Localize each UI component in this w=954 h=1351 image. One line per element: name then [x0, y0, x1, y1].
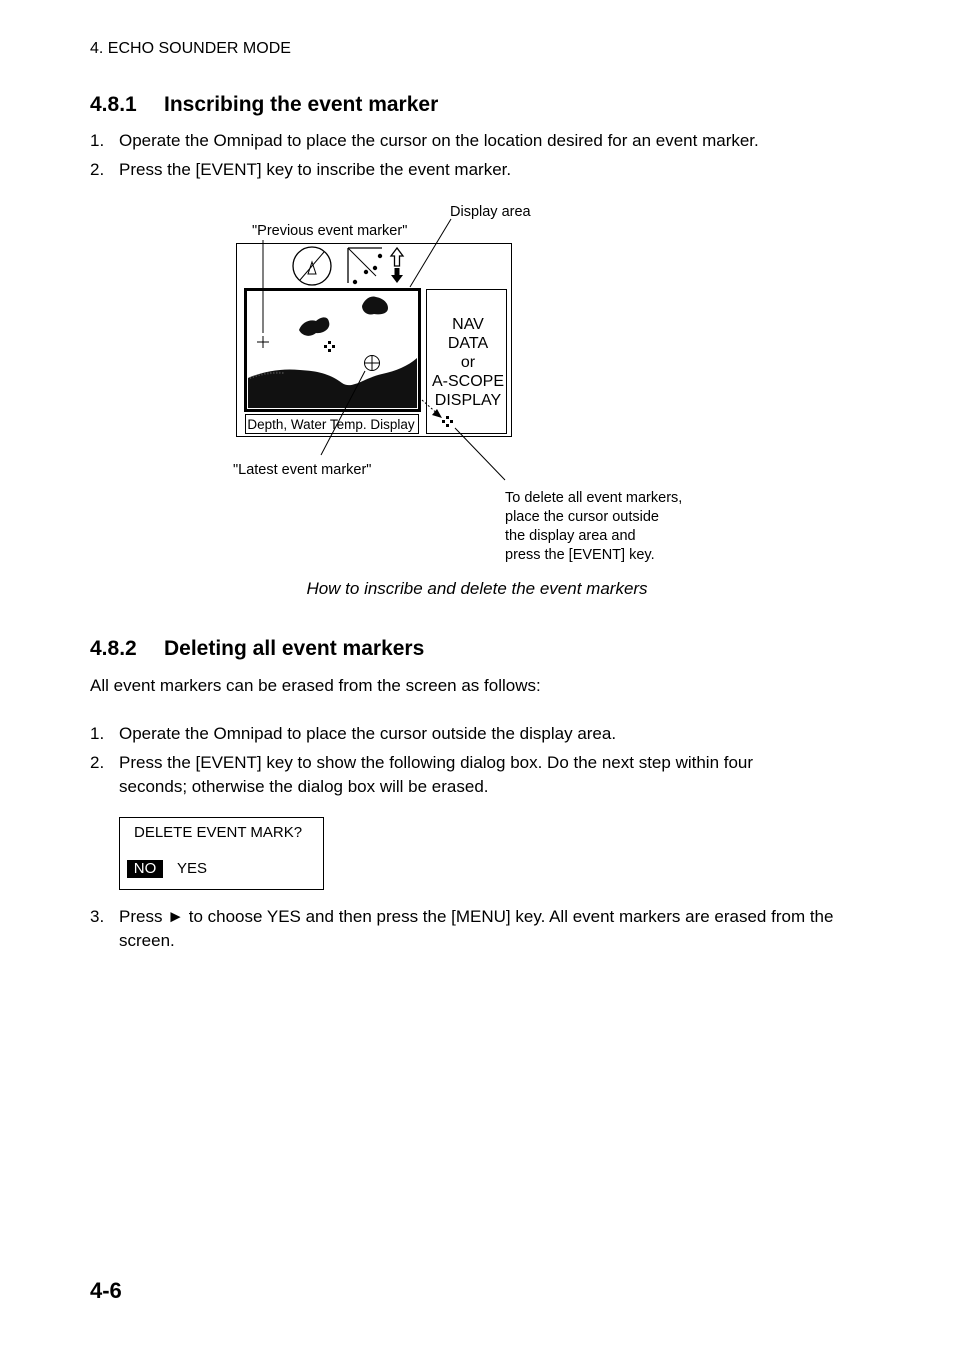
section-number: 4.8.1: [90, 93, 137, 116]
section-title: Deleting all event markers: [164, 637, 425, 660]
delete-note-line: press the [EVENT] key.: [505, 547, 655, 563]
ship-icon: [308, 262, 316, 274]
step-item: [90, 158, 850, 182]
yes-option[interactable]: YES: [177, 860, 208, 877]
section-number: 4.8.2: [90, 637, 137, 660]
panel-line: NAV: [452, 316, 484, 333]
step-text: Press the [EVENT] key to show the following dialog box. Do the next step within four seconds; otherwise the dialog box will be erased.: [119, 753, 754, 796]
step-item: [90, 722, 850, 746]
step-item: [90, 905, 840, 953]
latest-event-marker: [365, 356, 380, 371]
figure-caption: How to inscribe and delete the event markers: [306, 579, 648, 598]
step-text: Press the [EVENT] key to inscribe the event marker.: [119, 160, 512, 179]
delete-note-line: To delete all event markers,: [505, 490, 683, 506]
page-number: 4-6: [90, 1278, 122, 1303]
delete-event-mark-dialog: [119, 817, 324, 890]
leader-line: [455, 428, 505, 480]
display-area-label: Display area: [450, 204, 531, 220]
step-text: Press ► to choose YES and then press the [MENU] key. All event markers are erased from the screen.: [119, 907, 834, 950]
step-number: 1.: [90, 724, 105, 743]
latest-marker-label: "Latest event marker": [233, 462, 372, 478]
section-heading-481: [90, 93, 438, 117]
arrowhead-icon: [432, 409, 442, 418]
depth-temp-label: Depth, Water Temp. Display: [247, 417, 415, 432]
step-text: Operate the Omnipad to place the cursor on the location desired for an event marker.: [119, 131, 759, 150]
step-item: [90, 751, 820, 799]
panel-line: A-SCOPE: [431, 373, 505, 390]
leader-line: [410, 219, 451, 287]
section-heading-482: [90, 637, 424, 661]
previous-marker-label: "Previous event marker": [252, 223, 408, 239]
up-down-arrow-icon: [391, 248, 403, 283]
step-item: [90, 129, 850, 153]
plot-icon: [348, 248, 382, 284]
dialog-title: DELETE EVENT MARK?: [134, 824, 303, 841]
no-option[interactable]: NO: [127, 860, 163, 878]
cursor-outside-icon: [442, 416, 453, 427]
chapter-header: 4. ECHO SOUNDER MODE: [90, 40, 291, 57]
section-intro: All event markers can be erased from the screen as follows:: [90, 676, 541, 695]
step-number: 3.: [90, 907, 105, 926]
step-number: 1.: [90, 131, 105, 150]
panel-line: DISPLAY: [434, 392, 502, 409]
compass-needle: [300, 252, 324, 280]
step-number: 2.: [90, 160, 105, 179]
step-number: 2.: [90, 753, 105, 772]
delete-note-line: the display area and: [505, 528, 636, 544]
step-text: Operate the Omnipad to place the cursor outside the display area.: [119, 724, 617, 743]
panel-line: or: [460, 354, 476, 371]
event-marker-figure: [0, 195, 954, 575]
section-title: Inscribing the event marker: [164, 93, 439, 116]
delete-note-line: place the cursor outside: [505, 509, 659, 525]
panel-line: DATA: [447, 335, 489, 352]
